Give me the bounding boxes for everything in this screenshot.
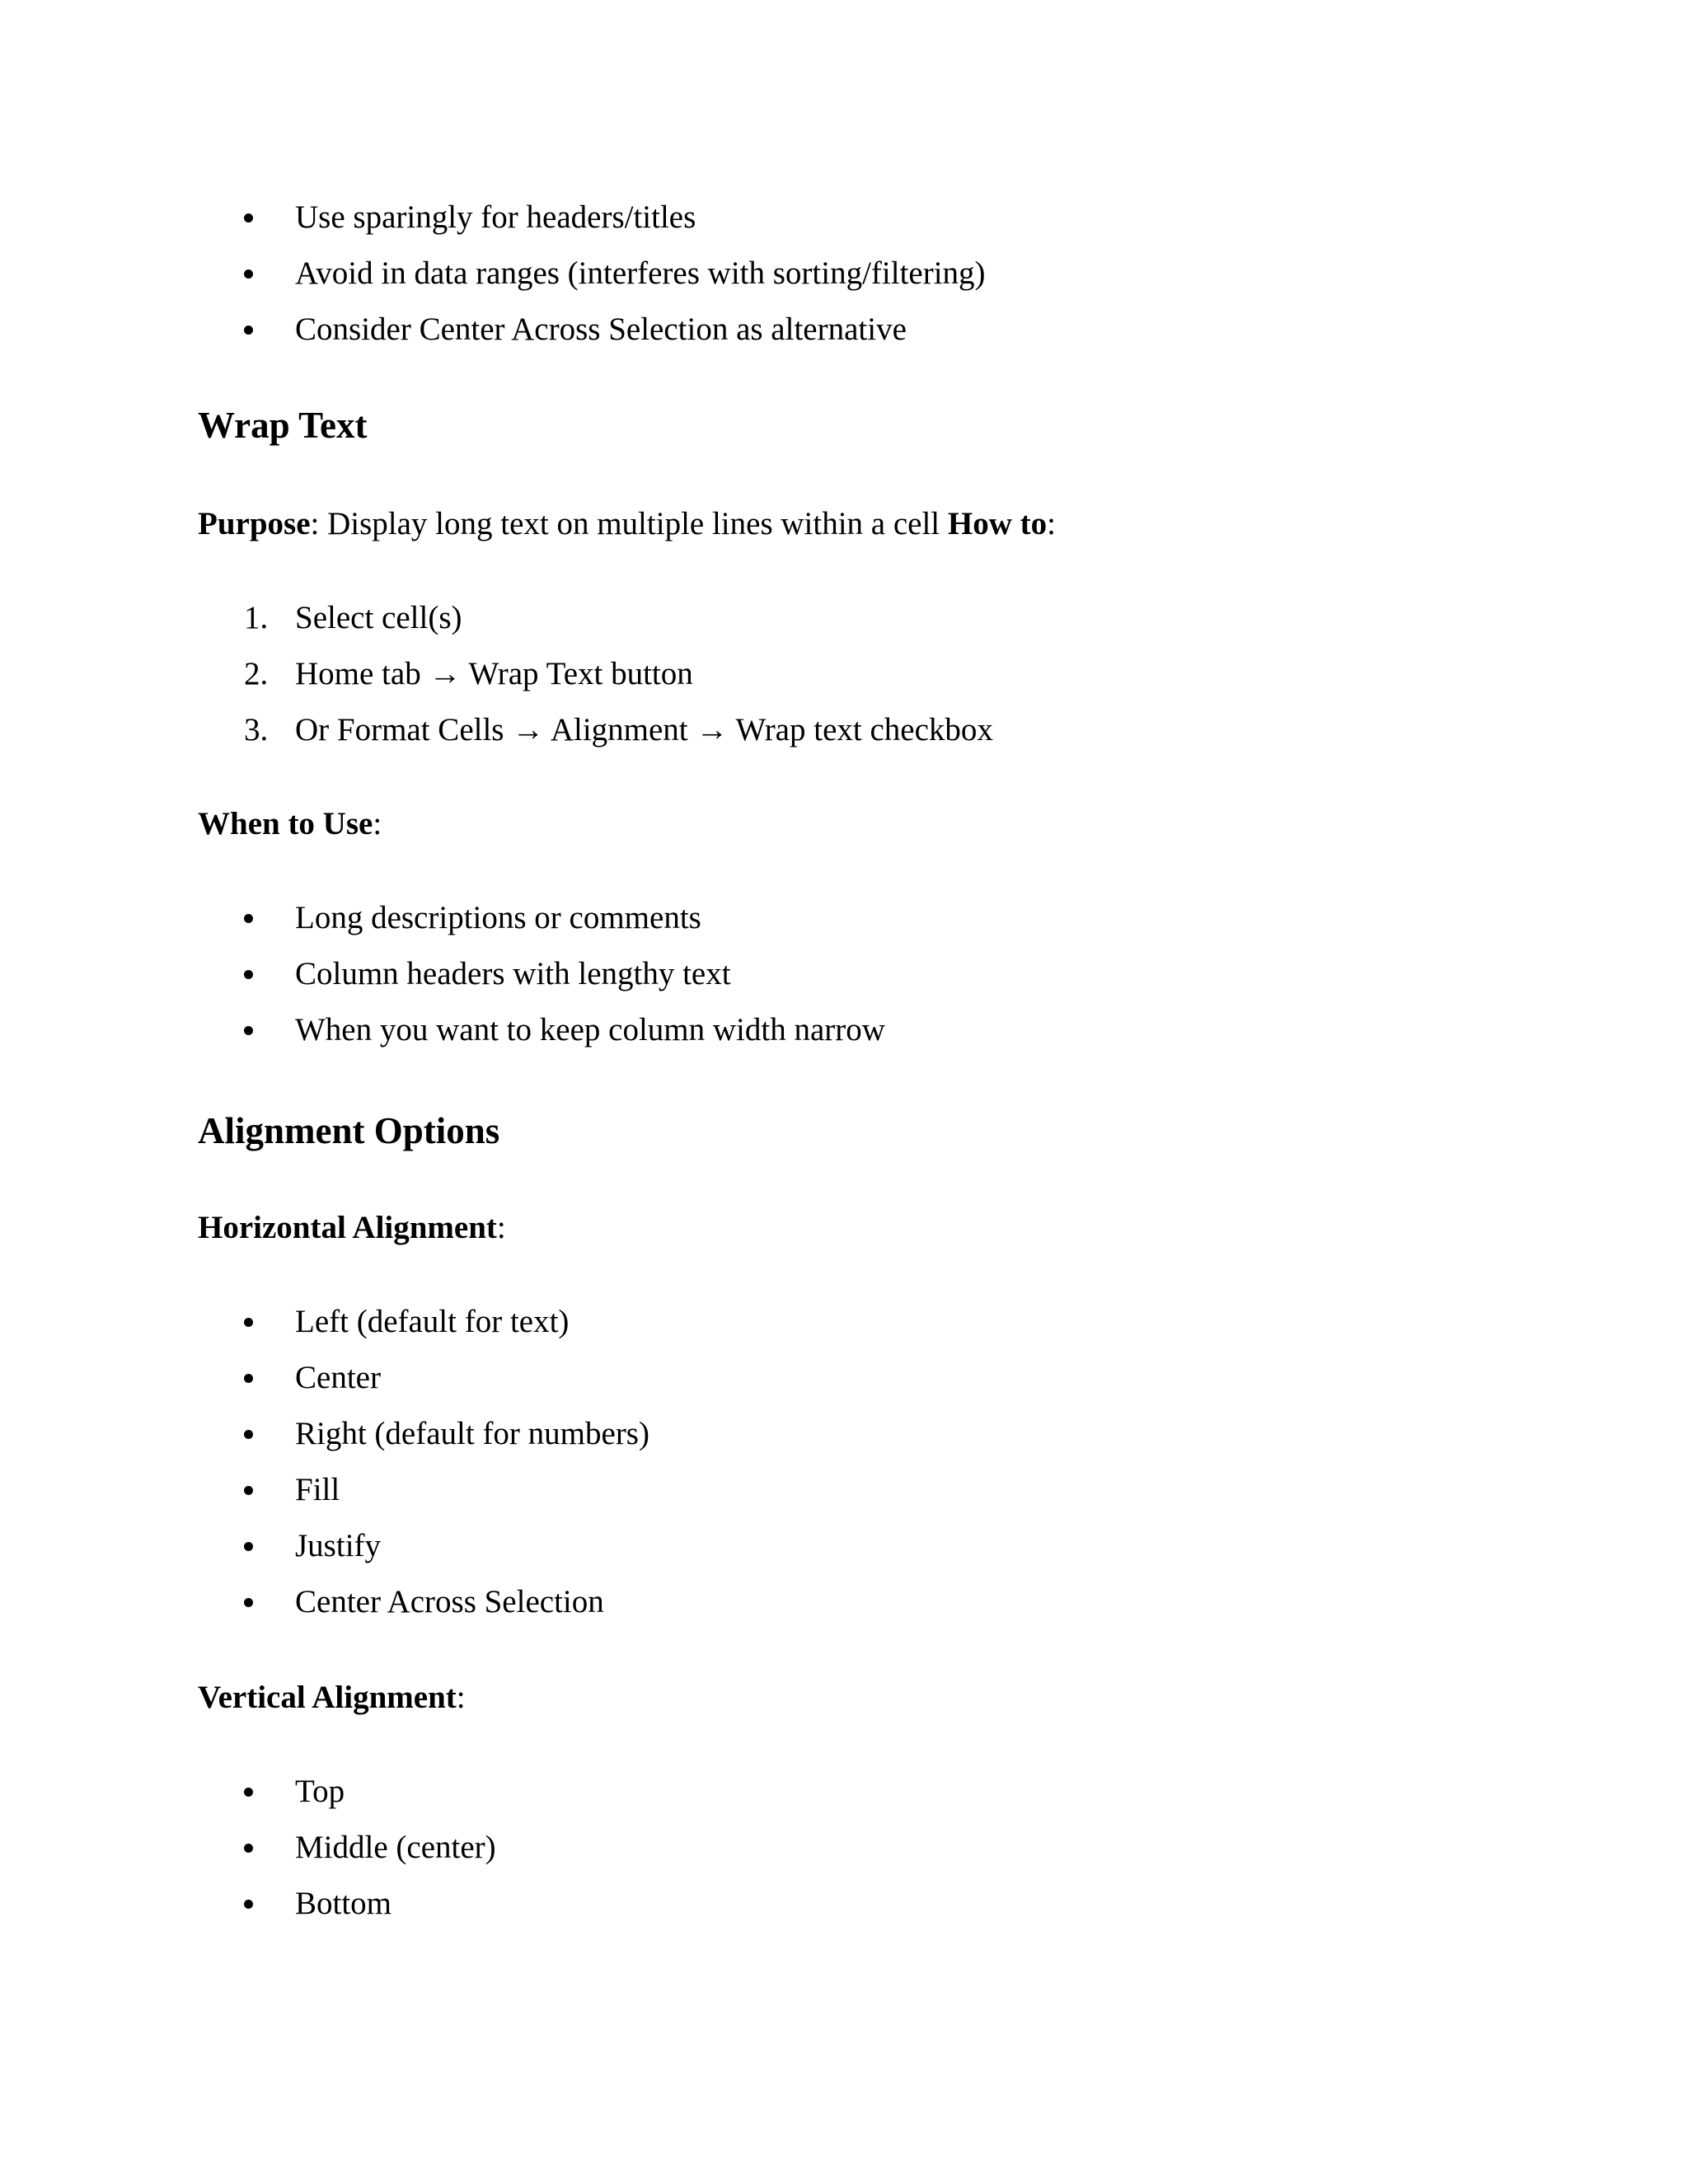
bullet-icon xyxy=(244,1828,260,1868)
list-item-text: Top xyxy=(295,1774,345,1809)
list-item-text: Center xyxy=(295,1360,381,1395)
list-item xyxy=(0,1772,1688,1811)
list-item xyxy=(0,954,1688,994)
section-heading-wrap-text: Wrap Text xyxy=(198,405,368,446)
howto-label: How to xyxy=(947,506,1048,541)
bullet-icon xyxy=(244,898,260,938)
list-item-text: Use sparingly for headers/titles xyxy=(295,199,696,235)
vertical-alignment-label xyxy=(198,1678,466,1718)
bullet-icon xyxy=(244,954,260,994)
bullet-icon xyxy=(244,1358,260,1398)
bullet-icon xyxy=(244,198,260,237)
horizontal-label: Horizontal Alignment xyxy=(198,1210,497,1245)
list-item xyxy=(0,1302,1688,1342)
bullet-icon xyxy=(244,1302,260,1342)
list-item-text: Center Across Selection xyxy=(295,1584,604,1619)
list-item-text: Long descriptions or comments xyxy=(295,900,701,935)
bullet-icon xyxy=(244,1010,260,1050)
bullet-icon xyxy=(244,1470,260,1510)
list-item-text: When you want to keep column width narrow xyxy=(295,1012,885,1047)
numbered-step xyxy=(0,598,1688,638)
numbered-step xyxy=(0,710,1688,750)
list-item xyxy=(0,1828,1688,1868)
bullet-icon xyxy=(244,1772,260,1811)
bullet-icon xyxy=(244,1582,260,1622)
list-item-text: Left (default for text) xyxy=(295,1304,570,1339)
step-text: Home tab → Wrap Text button xyxy=(295,656,693,691)
bullet-icon xyxy=(244,1526,260,1566)
when-label: When to Use xyxy=(198,806,373,841)
step-number: 1. xyxy=(244,600,269,635)
list-item-text: Justify xyxy=(295,1528,382,1563)
bullet-icon xyxy=(244,1414,260,1454)
howto-colon: : xyxy=(1047,506,1056,541)
numbered-step xyxy=(0,654,1688,694)
list-item-text: Middle (center) xyxy=(295,1830,496,1865)
list-item xyxy=(0,1414,1688,1454)
bullet-icon xyxy=(244,310,260,349)
list-item-text: Fill xyxy=(295,1472,340,1507)
vertical-colon: : xyxy=(456,1680,466,1715)
purpose-paragraph xyxy=(198,504,1056,544)
list-item xyxy=(0,310,1688,349)
step-number: 2. xyxy=(244,656,269,691)
list-item xyxy=(0,198,1688,237)
when-colon: : xyxy=(373,806,382,841)
step-text: Or Format Cells → Alignment → Wrap text checkbox xyxy=(295,712,993,748)
when-to-use-label xyxy=(198,804,382,844)
step-text: Select cell(s) xyxy=(295,600,462,635)
list-item-text: Consider Center Across Selection as alternative xyxy=(295,312,907,347)
bullet-icon xyxy=(244,254,260,293)
list-item xyxy=(0,1884,1688,1924)
purpose-label: Purpose xyxy=(198,506,311,541)
step-number: 3. xyxy=(244,712,269,748)
list-item-text: Right (default for numbers) xyxy=(295,1416,649,1451)
list-item xyxy=(0,1010,1688,1050)
list-item xyxy=(0,898,1688,938)
list-item-text: Bottom xyxy=(295,1886,392,1921)
list-item xyxy=(0,1526,1688,1566)
list-item xyxy=(0,1582,1688,1622)
list-item xyxy=(0,1358,1688,1398)
list-item-text: Avoid in data ranges (interferes with sorting/filtering) xyxy=(295,255,986,291)
list-item xyxy=(0,1470,1688,1510)
bullet-icon xyxy=(244,1884,260,1924)
section-heading-alignment-options: Alignment Options xyxy=(198,1110,500,1151)
horizontal-alignment-label xyxy=(198,1208,506,1248)
horizontal-colon: : xyxy=(496,1210,506,1245)
vertical-label: Vertical Alignment xyxy=(198,1680,457,1715)
list-item-text: Column headers with lengthy text xyxy=(295,956,731,991)
purpose-text: : Display long text on multiple lines within a cell xyxy=(310,506,948,541)
list-item xyxy=(0,254,1688,293)
